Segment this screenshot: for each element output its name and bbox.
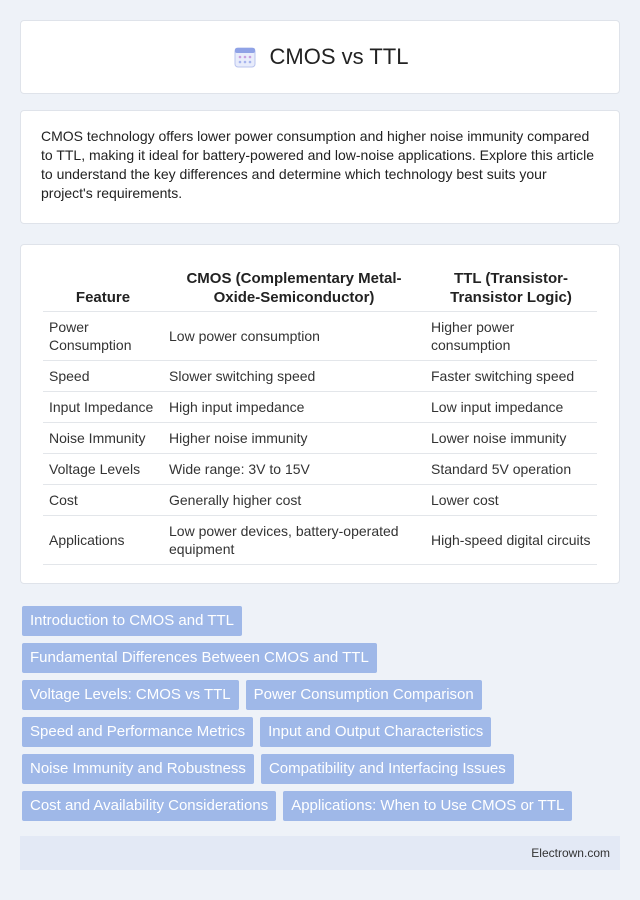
tag-row — [22, 606, 622, 636]
tag-row — [22, 680, 622, 710]
table-row — [43, 312, 597, 361]
intro-text: CMOS technology offers lower power consumption and higher noise immunity compared to TTL, making it ideal for battery-powered and low-noise applications. Explore this article to understand the key differences and determine which technology best suits your project's requirements. — [41, 128, 595, 201]
tag-cost-availability[interactable]: Cost and Availability Considerations — [22, 791, 276, 821]
tag-row — [22, 791, 622, 821]
table-cell: Generally higher cost — [163, 485, 425, 516]
header-card — [20, 20, 620, 94]
tag-noise-immunity[interactable]: Noise Immunity and Robustness — [22, 754, 254, 784]
column-header-feature: Feature — [43, 263, 163, 312]
table-cell: Higher power consumption — [425, 312, 597, 361]
table-cell: Lower cost — [425, 485, 597, 516]
table-row — [43, 516, 597, 565]
footer-site-name: Electrown.com — [531, 846, 610, 860]
table-cell: Input Impedance — [43, 392, 163, 423]
calendar-icon — [232, 44, 258, 70]
table-cell: Lower noise immunity — [425, 423, 597, 454]
table-cell: Voltage Levels — [43, 454, 163, 485]
tag-row — [22, 643, 622, 673]
table-cell: High input impedance — [163, 392, 425, 423]
page-title: CMOS vs TTL — [269, 44, 409, 69]
table-cell: Standard 5V operation — [425, 454, 597, 485]
table-cell: Noise Immunity — [43, 423, 163, 454]
table-cell: Low input impedance — [425, 392, 597, 423]
table-cell: Speed — [43, 361, 163, 392]
comparison-table-card — [20, 244, 620, 584]
table-cell: Faster switching speed — [425, 361, 597, 392]
comparison-table — [43, 263, 597, 565]
table-cell: Applications — [43, 516, 163, 565]
tag-speed-performance[interactable]: Speed and Performance Metrics — [22, 717, 253, 747]
table-row — [43, 361, 597, 392]
tag-fundamental-differences[interactable]: Fundamental Differences Between CMOS and TTL — [22, 643, 377, 673]
table-cell: Power Consumption — [43, 312, 163, 361]
topic-tags — [22, 606, 622, 828]
tag-introduction[interactable]: Introduction to CMOS and TTL — [22, 606, 242, 636]
tag-row — [22, 717, 622, 747]
table-row — [43, 485, 597, 516]
tag-applications[interactable]: Applications: When to Use CMOS or TTL — [283, 791, 572, 821]
table-cell: Cost — [43, 485, 163, 516]
tag-row — [22, 754, 622, 784]
table-cell: Slower switching speed — [163, 361, 425, 392]
column-header-ttl: TTL (Transistor-Transistor Logic) — [425, 263, 597, 312]
tag-voltage-levels[interactable]: Voltage Levels: CMOS vs TTL — [22, 680, 239, 710]
table-row — [43, 392, 597, 423]
footer — [20, 836, 620, 870]
table-cell: High-speed digital circuits — [425, 516, 597, 565]
tag-compatibility[interactable]: Compatibility and Interfacing Issues — [261, 754, 514, 784]
intro-card — [20, 110, 620, 224]
tag-input-output[interactable]: Input and Output Characteristics — [260, 717, 491, 747]
table-cell: Low power devices, battery-operated equipment — [163, 516, 425, 565]
table-cell: Wide range: 3V to 15V — [163, 454, 425, 485]
table-header-row — [43, 263, 597, 312]
column-header-cmos: CMOS (Complementary Metal-Oxide-Semiconductor) — [163, 263, 425, 312]
table-row — [43, 423, 597, 454]
tag-power-consumption[interactable]: Power Consumption Comparison — [246, 680, 482, 710]
table-cell: Higher noise immunity — [163, 423, 425, 454]
table-cell: Low power consumption — [163, 312, 425, 361]
table-row — [43, 454, 597, 485]
